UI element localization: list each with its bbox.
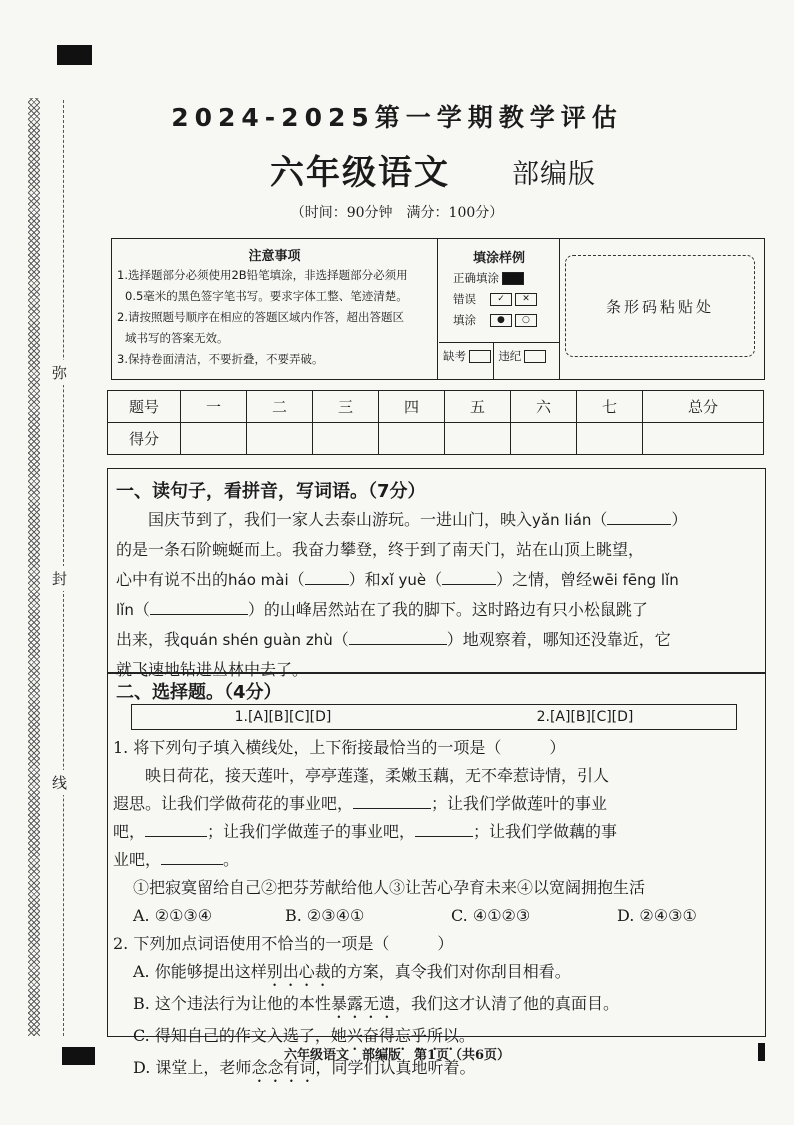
choice-text: 。	[458, 1026, 475, 1045]
table-header-cell: 七	[577, 391, 643, 423]
section-one: 一、读句子，看拼音，写词语。（7分） 国庆节到了，我们一家人去泰山游玩。一进山门，映入yǎn lián（ ） 的是一条石阶蜿蜒而上。我奋力攀登，终于到了南天门，站在山顶上眺望， 心中有说不出的háo mài（ ）和xǐ yuè（ ）之情，曾经wēi fēng lǐn lǐn（ ）的山峰居然站在了我的脚下。这时路边有只小松鼠跳了 出来，我quán shén guàn zhù（ ）地观察着，哪知还没靠近，它 就飞速地钻进丛林中去了。	[107, 468, 766, 673]
pinyin: quán shén guàn zhù	[180, 631, 333, 649]
question-text: ；让我们学做藕的事	[473, 822, 618, 841]
correct-fill-label: 正确填涂	[453, 271, 499, 285]
choice-text: ，同学们认真地听着。	[315, 1058, 476, 1077]
dot-mark-icon: ●	[490, 314, 512, 327]
choice-d[interactable]: D. ②④③①	[617, 906, 697, 925]
choice-text: A. 你能够提出这样	[133, 962, 267, 981]
dotted-phrase: 念念有词	[251, 1058, 316, 1077]
score-cell[interactable]	[379, 423, 445, 455]
notice-item: 域书写的答案无效。	[125, 331, 229, 345]
table-header-cell: 六	[511, 391, 577, 423]
question-options-text: ①把寂寞留给自己②把芬芳献给他人③让苦心孕育未来④以宽阔拥抱生活	[133, 878, 646, 897]
choice-text: D. 课堂上，老师	[133, 1058, 252, 1077]
score-row-label: 得分	[108, 423, 181, 455]
score-cell[interactable]	[643, 423, 764, 455]
choice-a[interactable]: A. ②①③④	[133, 906, 213, 925]
correct-fill-icon	[502, 272, 524, 285]
subject-title: 六年级语文	[270, 153, 450, 193]
passage-text: 就飞速地钻进丛林中去了。	[116, 660, 309, 679]
passage-text: 国庆节到了，我们一家人去泰山游玩。一进山门，映入	[148, 510, 533, 529]
wrong-fill-label-2: 填涂	[453, 313, 476, 327]
question-text: ；让我们学做莲叶的事业	[431, 794, 608, 813]
passage-text: 之情，曾经	[512, 570, 593, 589]
choice-text: 的方案，真令我们对你刮目相看。	[330, 962, 571, 981]
question-text: ；让我们学做莲子的事业吧，	[207, 822, 416, 841]
question-stem: 2. 下列加点词语使用不恰当的一项是（ ）	[113, 934, 454, 953]
violation-label: 违纪	[498, 349, 522, 363]
seal-label-mi: 弥	[52, 360, 67, 385]
passage-text: 心中有说不出的	[116, 570, 229, 589]
check-mark-icon: ✓	[490, 293, 512, 306]
score-table	[107, 390, 764, 455]
question-text: 业吧，	[113, 850, 162, 869]
answer-blank[interactable]	[415, 836, 473, 837]
passage-text: 的是一条石阶蜿蜒而上。我奋力攀登，终于到了南天门，站在山顶上眺望，	[116, 540, 645, 559]
violation-checkbox[interactable]	[524, 350, 546, 363]
choice-b[interactable]: B. ②③④①	[285, 906, 365, 925]
table-header-cell: 一	[181, 391, 247, 423]
question-stem: 1. 将下列句子填入横线处，上下衔接最恰当的一项是（ ）	[113, 738, 566, 757]
table-header-cell: 二	[247, 391, 313, 423]
question-text: 。	[223, 850, 240, 869]
choice-c[interactable]: C. ④①②③	[451, 906, 531, 925]
choice-text: C. 得知自己的作文入选了，她	[133, 1026, 347, 1045]
pinyin: wēi fēng lǐn	[592, 571, 679, 589]
table-header-cell: 五	[445, 391, 511, 423]
score-cell[interactable]	[511, 423, 577, 455]
question-text: 映日荷花，接天莲叶，亭亭莲蓬，柔嫩玉藕，无不牵惹诗情，引人	[145, 766, 610, 785]
circle-mark-icon: ○	[515, 314, 537, 327]
pinyin: xǐ yuè	[380, 571, 427, 589]
answer-blank[interactable]	[442, 584, 496, 585]
wrong-fill-label: 错误	[453, 292, 476, 306]
choice-a[interactable]	[113, 958, 758, 990]
answer-blank[interactable]	[145, 836, 207, 837]
barcode-area: 条形码粘贴处	[565, 255, 755, 357]
pinyin: lǐn	[116, 601, 134, 619]
table-header-cell: 三	[313, 391, 379, 423]
page-footer: 六年级语文 部编版 第1页（共6页）	[283, 1048, 511, 1063]
absent-checkbox[interactable]	[469, 350, 491, 363]
passage-text: 地观察着，哪知还没靠近，它	[462, 630, 671, 649]
fill-sample-section	[439, 239, 559, 379]
notice-panel	[111, 238, 765, 380]
answer-blank[interactable]	[353, 808, 431, 809]
notice-section	[112, 239, 437, 370]
notice-item: 1.选择题部分必须使用2B铅笔填涂，非选择题部分必须用	[117, 268, 408, 282]
choice-text: B. 这个违法行为让他的本性	[133, 994, 331, 1013]
score-cell[interactable]	[181, 423, 247, 455]
passage-text: 和	[364, 570, 381, 589]
exam-title: 2024-2025第一学期教学评估	[171, 103, 623, 132]
pinyin: yǎn lián	[532, 511, 592, 529]
answer-bubbles-q1[interactable]: 1.[A][B][C][D]	[234, 709, 332, 725]
seal-label-xian: 线	[52, 770, 67, 795]
passage-text: 的山峰居然站在了我的脚下。这时路边有只小松鼠跳了	[263, 600, 648, 619]
answer-bubbles-q2[interactable]: 2.[A][B][C][D]	[536, 709, 634, 725]
notice-item: 2.请按照题号顺序在相应的答题区域内作答，超出答题区	[117, 310, 404, 324]
cross-mark-icon: ✕	[515, 293, 537, 306]
score-cell[interactable]	[247, 423, 313, 455]
question-text: 吧，	[113, 822, 146, 841]
section-one-title: 一、读句子，看拼音，写词语。（7分）	[116, 481, 426, 502]
question-text: 遐思。让我们学做荷花的事业吧，	[113, 794, 354, 813]
time-score-line: （时间：90分钟 满分：100分）	[290, 205, 504, 221]
passage-text: 出来，我	[116, 630, 181, 649]
notice-item: 3.保持卷面清洁，不要折叠，不要弄破。	[117, 352, 324, 366]
score-cell[interactable]	[313, 423, 379, 455]
answer-blank[interactable]	[150, 614, 248, 615]
table-header-cell: 总分	[643, 391, 764, 423]
dotted-phrase: 兴奋得忘乎所以	[346, 1026, 459, 1045]
choice-row	[113, 902, 758, 930]
answer-bubble-strip	[131, 704, 737, 730]
seal-label-feng: 封	[52, 566, 67, 591]
answer-blank[interactable]	[349, 644, 447, 645]
choice-b[interactable]	[113, 990, 758, 1022]
answer-blank[interactable]	[607, 524, 671, 525]
notice-item: 0.5毫米的黑色签字笔书写。要求字体工整、笔迹清楚。	[125, 289, 408, 303]
pinyin: háo mài	[228, 571, 289, 589]
absent-label: 缺考	[443, 349, 466, 363]
answer-blank[interactable]	[161, 864, 223, 865]
registration-mark-top-left	[57, 45, 92, 65]
notice-title: 注意事项	[248, 249, 301, 264]
score-table-header-row	[108, 391, 764, 423]
choice-text: ，我们这才认清了他的真面目。	[394, 994, 619, 1013]
score-cell[interactable]	[445, 423, 511, 455]
table-header-cell: 题号	[108, 391, 181, 423]
score-cell[interactable]	[577, 423, 643, 455]
binding-strip	[28, 98, 40, 1036]
table-header-cell: 四	[379, 391, 445, 423]
edition-label: 部编版	[512, 159, 596, 190]
dotted-phrase: 暴露无遗	[330, 994, 395, 1013]
dotted-phrase: 别出心裁	[266, 962, 331, 981]
score-table-row	[108, 423, 764, 455]
question-one	[113, 734, 758, 1086]
section-two-title: 二、选择题。（4分）	[116, 682, 282, 703]
fill-sample-title: 填涂样例	[472, 251, 525, 266]
answer-blank[interactable]	[305, 584, 349, 585]
